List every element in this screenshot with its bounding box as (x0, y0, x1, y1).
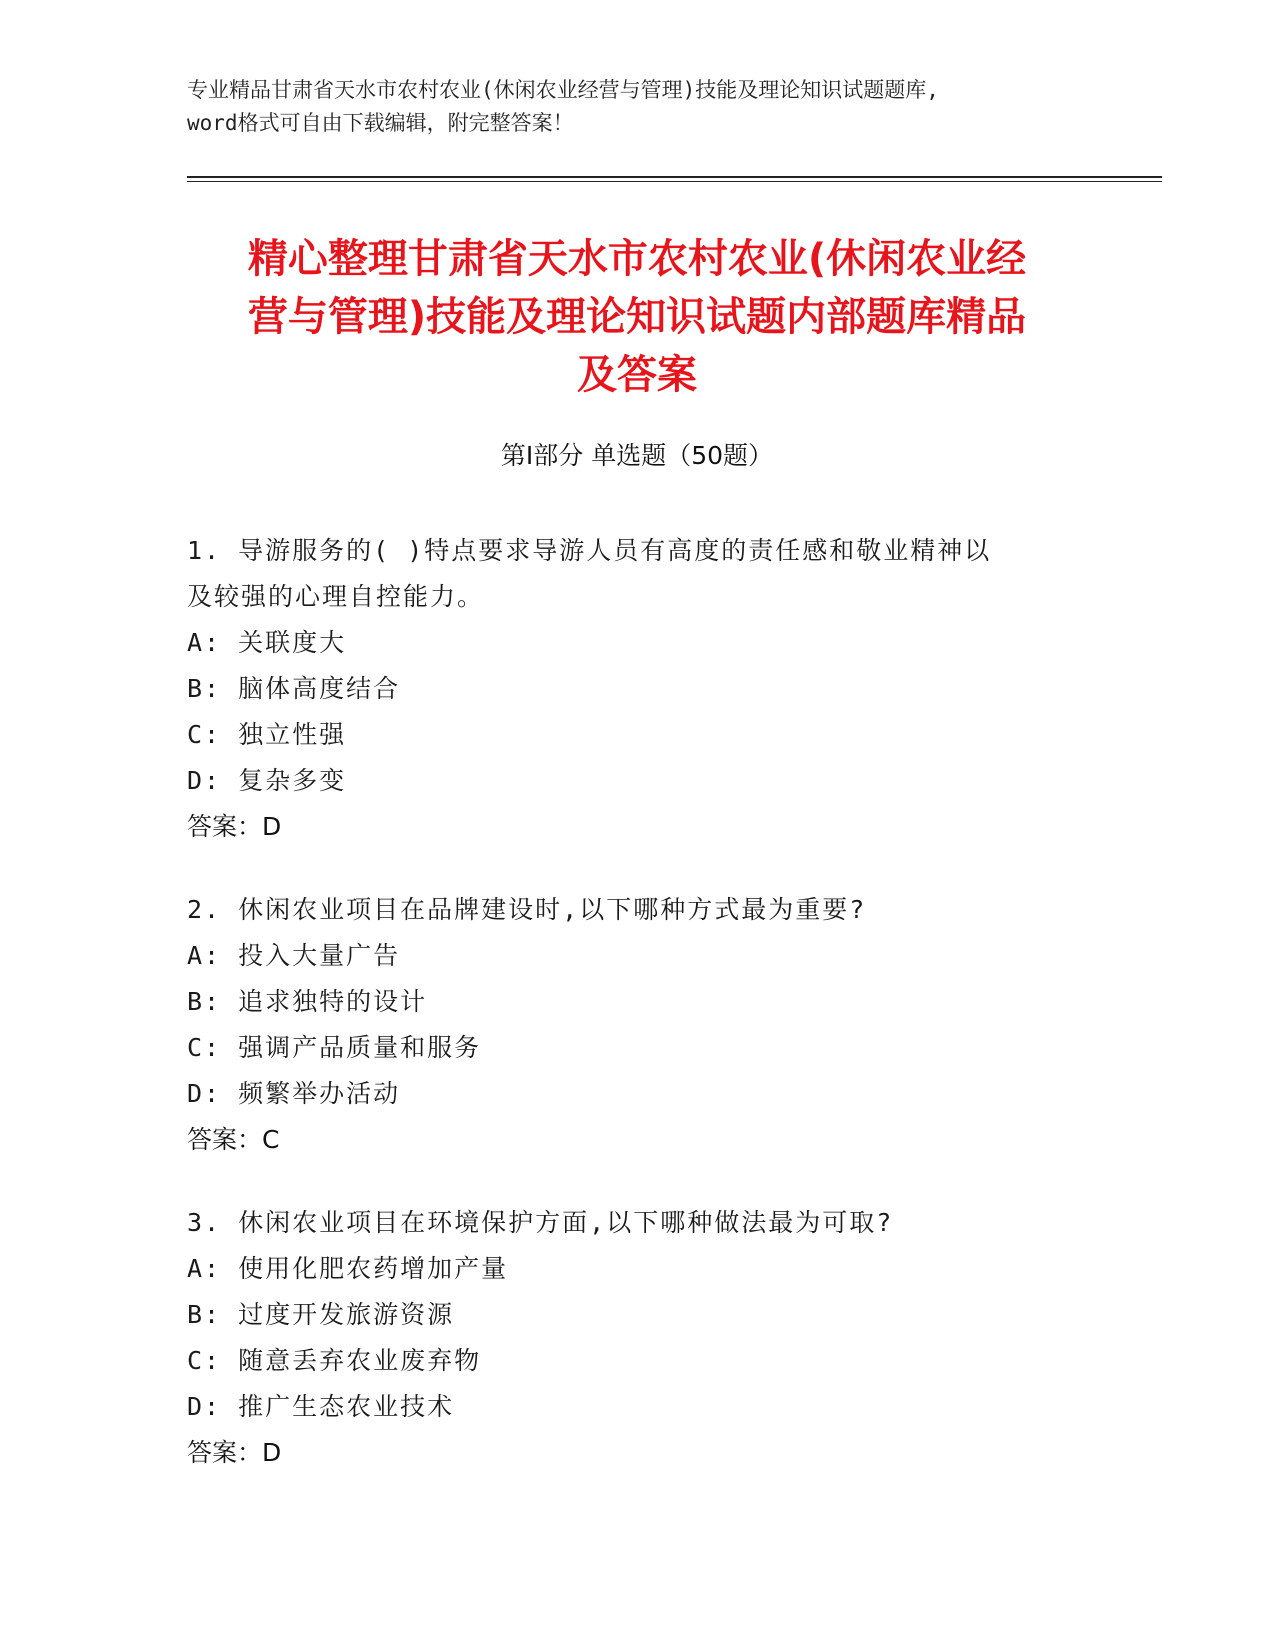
question-stem-line: 及较强的心理自控能力。 (187, 582, 485, 611)
header-note-line-1: 专业精品甘肃省天水市农村农业(休闲农业经营与管理)技能及理论知识试题题库, (187, 78, 939, 102)
option-a: A: 投入大量广告 (187, 941, 401, 970)
option-a: A: 关联度大 (187, 628, 347, 657)
answer-text: 答案：D (187, 1438, 282, 1467)
option-c: C: 随意丢弃农业废弃物 (187, 1346, 482, 1375)
header-note (187, 74, 1107, 140)
option-c: C: 独立性强 (187, 720, 347, 749)
question-item (187, 887, 1107, 1163)
header-divider-thick (187, 176, 1162, 178)
question-stem-line: 1. 导游服务的( )特点要求导游人员有高度的责任感和敬业精神以 (187, 536, 992, 565)
option-b: B: 脑体高度结合 (187, 674, 401, 703)
document-title-line-2: 营与管理)技能及理论知识试题内部题库精品 (247, 294, 1027, 340)
question-stem (187, 528, 1107, 620)
question-stem-line: 2. 休闲农业项目在品牌建设时,以下哪种方式最为重要? (187, 895, 867, 924)
header-divider-thin (187, 181, 1162, 182)
document-title-line-1: 精心整理甘肃省天水市农村农业(休闲农业经 (247, 236, 1027, 282)
option-d: D: 推广生态农业技术 (187, 1392, 455, 1421)
question-item (187, 1200, 1107, 1476)
question-stem-line: 3. 休闲农业项目在环境保护方面,以下哪种做法最为可取? (187, 1208, 894, 1237)
option-d: D: 复杂多变 (187, 766, 347, 795)
option-d: D: 频繁举办活动 (187, 1079, 401, 1108)
question-item (187, 528, 1107, 850)
option-b: B: 追求独特的设计 (187, 987, 428, 1016)
document-title (187, 230, 1087, 404)
option-a: A: 使用化肥农药增加产量 (187, 1254, 509, 1283)
answer-text: 答案：C (187, 1125, 280, 1154)
question-list (187, 528, 1107, 1513)
section-heading: 第I部分 单选题（50题） (500, 441, 774, 470)
question-stem (187, 1200, 1107, 1246)
option-c: C: 强调产品质量和服务 (187, 1033, 482, 1062)
option-b: B: 过度开发旅游资源 (187, 1300, 455, 1329)
header-note-line-2: word格式可自由下载编辑，附完整答案！ (187, 111, 574, 135)
answer-text: 答案：D (187, 812, 282, 841)
document-title-line-3: 及答案 (577, 352, 697, 398)
question-stem (187, 887, 1107, 933)
